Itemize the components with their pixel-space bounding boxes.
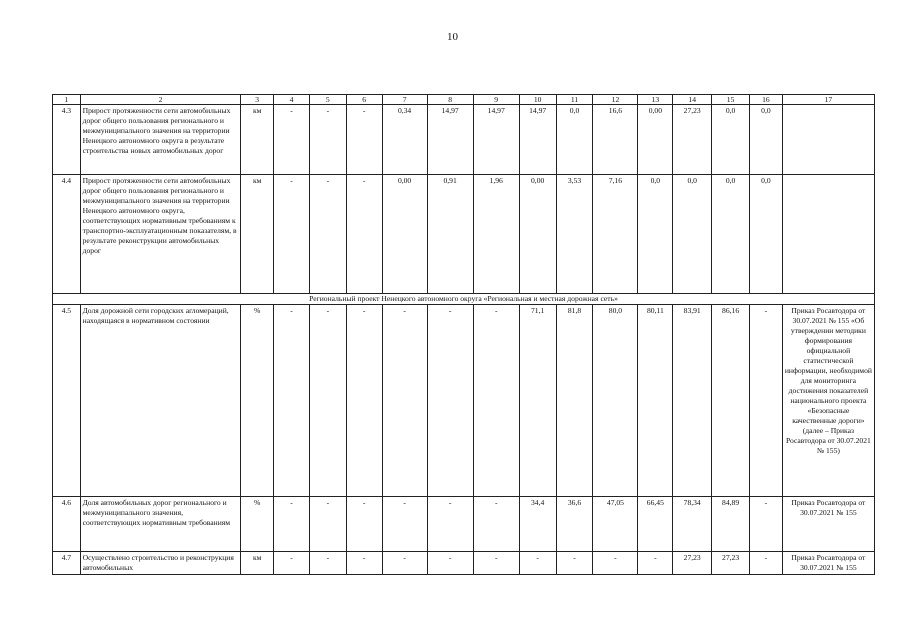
header-cell: 8: [427, 95, 473, 105]
value-cell: -: [473, 552, 519, 575]
value-cell: 0,00: [519, 175, 556, 294]
value-cell: 0,91: [427, 175, 473, 294]
value-cell: -: [473, 305, 519, 497]
value-cell: -: [519, 552, 556, 575]
table-row: [53, 175, 875, 294]
row-number: 4.6: [53, 497, 81, 552]
value-cell: -: [346, 175, 382, 294]
row-note: [782, 105, 874, 175]
value-cell: -: [750, 552, 783, 575]
value-cell: 16,6: [593, 105, 638, 175]
value-cell: 27,23: [712, 552, 750, 575]
section-title: Региональный проект Ненецкого автономного округа «Региональная и местная дорожная сеть»: [53, 294, 875, 305]
row-number: 4.5: [53, 305, 81, 497]
value-cell: -: [309, 105, 346, 175]
header-cell: 3: [241, 95, 274, 105]
value-cell: -: [274, 175, 310, 294]
table-row: [53, 305, 875, 497]
value-cell: 7,16: [593, 175, 638, 294]
table-row: [53, 552, 875, 575]
row-note: Приказ Росавтодора от 30.07.2021 № 155: [782, 497, 874, 552]
header-row: [53, 95, 875, 105]
value-cell: -: [593, 552, 638, 575]
header-cell: 2: [80, 95, 241, 105]
row-unit: %: [241, 305, 274, 497]
value-cell: -: [427, 552, 473, 575]
value-cell: -: [556, 552, 593, 575]
page-number: 10: [447, 31, 458, 43]
header-cell: 7: [382, 95, 427, 105]
value-cell: 3,53: [556, 175, 593, 294]
value-cell: -: [274, 305, 310, 497]
row-unit: км: [241, 552, 274, 575]
value-cell: 84,89: [712, 497, 750, 552]
row-description: Осуществлено строительство и реконструкция автомобильных: [80, 552, 241, 575]
value-cell: -: [750, 497, 783, 552]
row-note: [782, 175, 874, 294]
value-cell: -: [382, 497, 427, 552]
value-cell: 80,0: [593, 305, 638, 497]
value-cell: -: [274, 497, 310, 552]
header-cell: 15: [712, 95, 750, 105]
value-cell: 27,23: [673, 105, 712, 175]
value-cell: 0,0: [712, 105, 750, 175]
value-cell: 14,97: [519, 105, 556, 175]
value-cell: -: [346, 497, 382, 552]
value-cell: -: [309, 497, 346, 552]
value-cell: 80,11: [638, 305, 673, 497]
value-cell: 0,0: [638, 175, 673, 294]
value-cell: 47,05: [593, 497, 638, 552]
row-number: 4.4: [53, 175, 81, 294]
value-cell: -: [346, 305, 382, 497]
value-cell: 0,0: [750, 175, 783, 294]
indicators-table: [52, 94, 875, 575]
row-number: 4.7: [53, 552, 81, 575]
header-cell: 5: [309, 95, 346, 105]
value-cell: -: [750, 305, 783, 497]
row-description: Доля автомобильных дорог регионального и межмуниципального значения, соответствующих нормативным требованиям: [80, 497, 241, 552]
value-cell: -: [274, 552, 310, 575]
value-cell: -: [346, 105, 382, 175]
value-cell: 0,34: [382, 105, 427, 175]
value-cell: 71,1: [519, 305, 556, 497]
value-cell: 0,0: [712, 175, 750, 294]
value-cell: 34,4: [519, 497, 556, 552]
row-unit: км: [241, 175, 274, 294]
header-cell: 4: [274, 95, 310, 105]
header-cell: 6: [346, 95, 382, 105]
row-number: 4.3: [53, 105, 81, 175]
value-cell: 0,0: [556, 105, 593, 175]
value-cell: 36,6: [556, 497, 593, 552]
value-cell: 1,96: [473, 175, 519, 294]
value-cell: -: [274, 105, 310, 175]
header-cell: 1: [53, 95, 81, 105]
value-cell: -: [309, 305, 346, 497]
row-unit: км: [241, 105, 274, 175]
value-cell: 66,45: [638, 497, 673, 552]
value-cell: -: [382, 305, 427, 497]
value-cell: 86,16: [712, 305, 750, 497]
section-row: [53, 294, 875, 305]
value-cell: 81,8: [556, 305, 593, 497]
value-cell: 0,0: [750, 105, 783, 175]
value-cell: -: [427, 305, 473, 497]
table-row: [53, 105, 875, 175]
row-description: Прирост протяженности сети автомобильных дорог общего пользования регионального и межмуниципального значения на территории Ненецкого автономного округа в результате строительства новых автомобильных дорог: [80, 105, 241, 175]
value-cell: 83,91: [673, 305, 712, 497]
value-cell: -: [638, 552, 673, 575]
header-cell: 9: [473, 95, 519, 105]
value-cell: 0,00: [638, 105, 673, 175]
value-cell: -: [309, 175, 346, 294]
row-note: Приказ Росавтодора от 30.07.2021 № 155: [782, 552, 874, 575]
header-cell: 14: [673, 95, 712, 105]
row-description: Прирост протяженности сети автомобильных дорог общего пользования регионального и межмуниципального значения на территории Ненецкого автономного округа, соответствующих нормативным требованиям к транспортно-эксплуатационным показателям, в результате реконструкции автомобильных дорог: [80, 175, 241, 294]
row-unit: %: [241, 497, 274, 552]
header-cell: 12: [593, 95, 638, 105]
value-cell: 14,97: [473, 105, 519, 175]
value-cell: 0,00: [382, 175, 427, 294]
row-description: Доля дорожной сети городских агломераций, находящаяся в нормативном состоянии: [80, 305, 241, 497]
value-cell: -: [382, 552, 427, 575]
value-cell: 0,0: [673, 175, 712, 294]
header-cell: 10: [519, 95, 556, 105]
value-cell: -: [427, 497, 473, 552]
row-note: Приказ Росавтодора от 30.07.2021 № 155 «Об утверждении методики формирования официальной статистической информации, необходимой для мониторинга достижения показателей национального проекта «Безопасные качественные дороги» (далее – Приказ Росавтодора от 30.07.2021 № 155): [782, 305, 874, 497]
value-cell: -: [473, 497, 519, 552]
value-cell: -: [346, 552, 382, 575]
value-cell: 78,34: [673, 497, 712, 552]
value-cell: 14,97: [427, 105, 473, 175]
value-cell: 27,23: [673, 552, 712, 575]
table-row: [53, 497, 875, 552]
header-cell: 16: [750, 95, 783, 105]
header-cell: 17: [782, 95, 874, 105]
value-cell: -: [309, 552, 346, 575]
header-cell: 13: [638, 95, 673, 105]
header-cell: 11: [556, 95, 593, 105]
